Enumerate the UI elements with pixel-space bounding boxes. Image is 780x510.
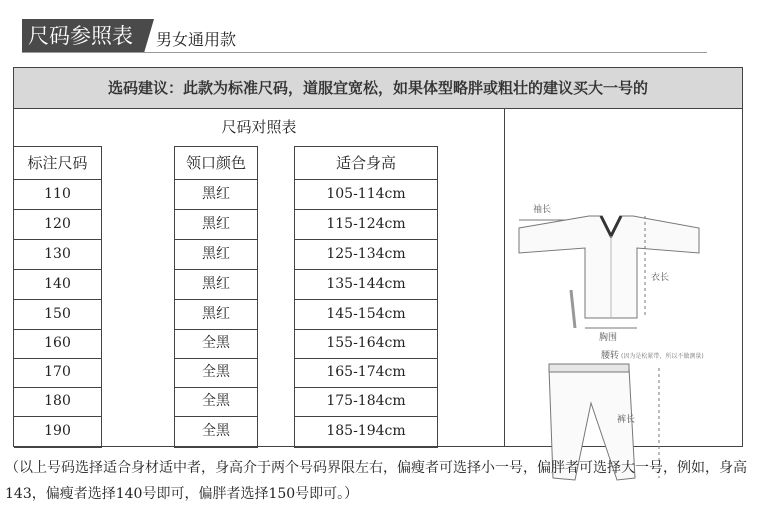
sleeve-label: 袖长 — [533, 205, 552, 215]
collar-cell: 全黑 — [174, 330, 258, 359]
size-cell: 170 — [14, 359, 102, 388]
height-cell: 165-174cm — [294, 359, 438, 388]
collar-cell: 黑红 — [174, 240, 258, 270]
collar-cell: 全黑 — [174, 359, 258, 388]
height-cell: 145-154cm — [294, 300, 438, 330]
chart-title: 尺码对照表 — [221, 118, 297, 136]
collar-header: 领口颜色 — [174, 146, 258, 180]
height-cell: 125-134cm — [294, 240, 438, 270]
height-header: 适合身高 — [294, 146, 438, 180]
height-cell: 175-184cm — [294, 388, 438, 417]
size-chart-frame — [13, 67, 743, 447]
size-cell: 120 — [14, 210, 102, 240]
collar-cell: 全黑 — [174, 417, 258, 448]
pants-length-label: 裤长 — [617, 415, 636, 425]
jacket-illustration — [519, 216, 699, 328]
collar-column — [174, 146, 258, 448]
size-cell: 150 — [14, 300, 102, 330]
collar-cell: 全黑 — [174, 388, 258, 417]
height-column — [294, 146, 438, 448]
height-cell: 115-124cm — [294, 210, 438, 240]
waist-note-label: (因为是松紧带，所以不做测量) — [621, 353, 704, 360]
size-cell: 160 — [14, 330, 102, 359]
height-cell: 155-164cm — [294, 330, 438, 359]
size-cell: 130 — [14, 240, 102, 270]
size-advice: 选码建议：此款为标准尺码，道服宜宽松，如果体型略胖或粗壮的建议买大一号的 — [14, 68, 742, 109]
collar-cell: 黑红 — [174, 210, 258, 240]
header-subtitle: 男女通用款 — [156, 30, 237, 49]
size-cell: 190 — [14, 417, 102, 448]
header-divider — [22, 52, 707, 53]
chest-label: 胸围 — [599, 333, 618, 343]
collar-cell: 黑红 — [174, 300, 258, 330]
size-cell: 140 — [14, 270, 102, 300]
header-tag: 尺码参照表 — [22, 19, 144, 53]
vertical-divider — [504, 108, 505, 446]
collar-cell: 黑红 — [174, 180, 258, 210]
size-header: 标注尺码 — [14, 146, 102, 180]
length-label: 衣长 — [651, 273, 670, 283]
waist-label: 腰转 — [601, 351, 620, 361]
size-cell: 110 — [14, 180, 102, 210]
collar-cell: 黑红 — [174, 270, 258, 300]
size-column — [14, 146, 102, 448]
height-cell: 135-144cm — [294, 270, 438, 300]
size-footnote: （以上号码选择适合身材适中者，身高介于两个号码界限左右，偏瘦者可选择小一号，偏胖者可选择大一号，例如，身高143，偏瘦者选择140号即可，偏胖者选择150号即可。） — [5, 460, 747, 502]
height-cell: 185-194cm — [294, 417, 438, 448]
height-cell: 105-114cm — [294, 180, 438, 210]
size-cell: 180 — [14, 388, 102, 417]
